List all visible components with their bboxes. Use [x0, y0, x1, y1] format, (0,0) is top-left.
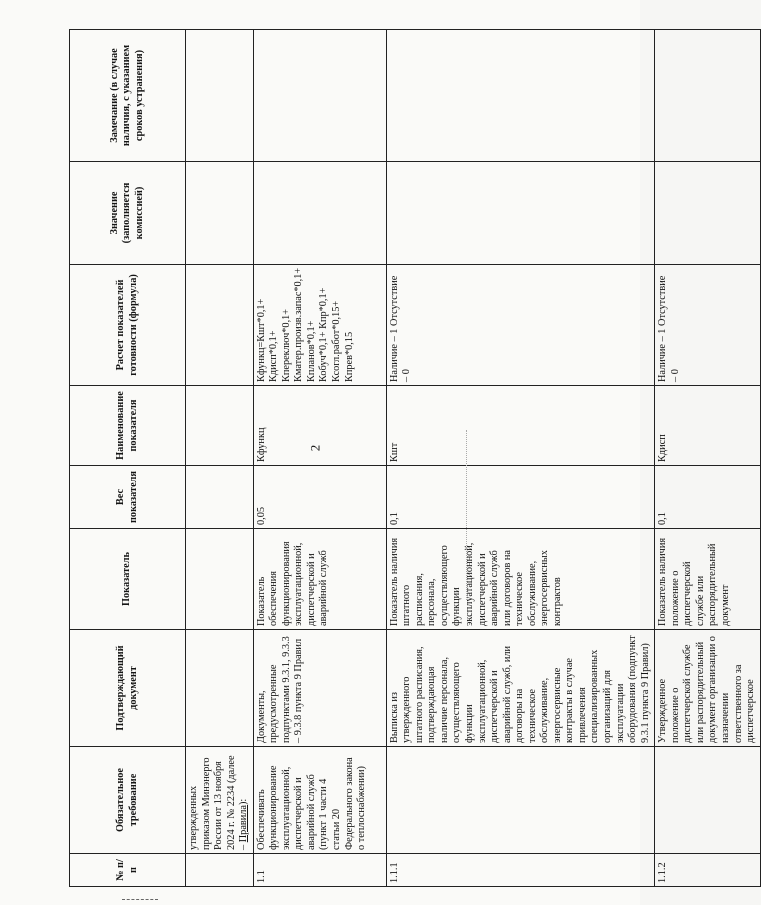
rules-abbrev: Правила	[238, 805, 250, 843]
page-number: 2	[307, 444, 323, 452]
cell-formula: Наличие – 1 Отсутствие – 0	[655, 265, 760, 386]
cell-num: 1.1.1	[386, 854, 654, 887]
cell-indicator: Показатель обеспечения функционирования эксплуатационной, диспетчерской и аварийной служб	[253, 529, 386, 630]
header-weight: Вес показателя	[70, 466, 186, 529]
header-requirement: Обязательное требование	[70, 747, 186, 854]
cell-indicator	[186, 529, 254, 630]
cell-document: Утвержденное положение о диспетчерской службе или распорядительный документ организации о назначении ответственного за диспетчерское	[655, 630, 760, 747]
scan-artifact-mark	[122, 899, 158, 900]
table-row	[655, 30, 760, 887]
header-indicator: Показатель	[70, 529, 186, 630]
header-num: № п/п	[70, 854, 186, 887]
cell-weight	[186, 466, 254, 529]
table-row	[386, 30, 654, 887]
header-document: Подтверждающий документ	[70, 630, 186, 747]
table-row	[186, 30, 254, 887]
cell-formula: Наличие – 1 Отсутствие – 0	[386, 265, 654, 386]
scan-artifact-line	[466, 430, 468, 600]
header-name: Наименование показателя	[70, 386, 186, 466]
cell-value	[386, 162, 654, 265]
cell-requirement: утвержденных приказом Минэнерго России от 13 ноября 2024 г. № 2234 (далее – Правила):	[186, 747, 254, 854]
cell-num	[186, 854, 254, 887]
readiness-indicators-table	[69, 29, 761, 887]
cell-formula: Кфункц=Кшт*0,1+ Кдисп*0,1+ Кпереключ*0,1+ Кматер.произв.запас*0,1+ Кпланов*0,1+ Кобуч*0,1+ Кпр*0,1+ Ксогл.работ*0,15+ Кпрев*0,15	[253, 265, 386, 386]
cell-remark	[253, 30, 386, 162]
table-row	[253, 30, 386, 887]
cell-name	[186, 386, 254, 466]
cell-weight: 0,1	[655, 466, 760, 529]
cell-document: Выписка из утвержденного штатного расписания, подтверждающая наличие персонала, осуществляющего функции эксплуатационной, диспетчерской и аварийной служб, или договоры на техническое обслуживание, энергосервисные контракты в случае привлечения специализированных организаций для эксплуатации оборудования (подпункт 9.3.1 пункта 9 Правил)	[386, 630, 654, 747]
header-remark: Замечание (в случае наличия, с указанием сроков устранения)	[70, 30, 186, 162]
cell-requirement	[655, 747, 760, 854]
cell-weight: 0,05	[253, 466, 386, 529]
rotated-table-container	[69, 30, 757, 887]
cell-document: Документы, предусмотренные подпунктами 9.3.1, 9.3.3 – 9.3.8 пункта 9 Правил	[253, 630, 386, 747]
cell-num: 1.1	[253, 854, 386, 887]
cell-remark	[186, 30, 254, 162]
cell-name: Кфункц	[253, 386, 386, 466]
cell-num: 1.1.2	[655, 854, 760, 887]
cell-name: Кшт	[386, 386, 654, 466]
cell-requirement: Обеспечивать функционирование эксплуатационной, диспетчерской и аварийной служб (пункт 1 части 4 статьи 20 Федерального закона о теплоснабжении)	[253, 747, 386, 854]
cell-formula	[186, 265, 254, 386]
cell-document	[186, 630, 254, 747]
cell-requirement	[386, 747, 654, 854]
cell-value	[655, 162, 760, 265]
cell-indicator: Показатель наличия штатного расписания, персонала, осуществляющего функции эксплуатационной, диспетчерской и аварийной служб или договоров на техническое обслуживание, энергосервисных контрактов	[386, 529, 654, 630]
cell-weight: 0,1	[386, 466, 654, 529]
cell-indicator: Показатель наличия положение о диспетчерской службе или распорядительный документ	[655, 529, 760, 630]
header-value: Значение (заполняется комиссией)	[70, 162, 186, 265]
cell-value	[186, 162, 254, 265]
header-formula: Расчет показателей готовности (формула)	[70, 265, 186, 386]
cell-remark	[386, 30, 654, 162]
header-row	[70, 30, 186, 887]
cell-value	[253, 162, 386, 265]
cell-name: Кдисп	[655, 386, 760, 466]
cell-remark	[655, 30, 760, 162]
